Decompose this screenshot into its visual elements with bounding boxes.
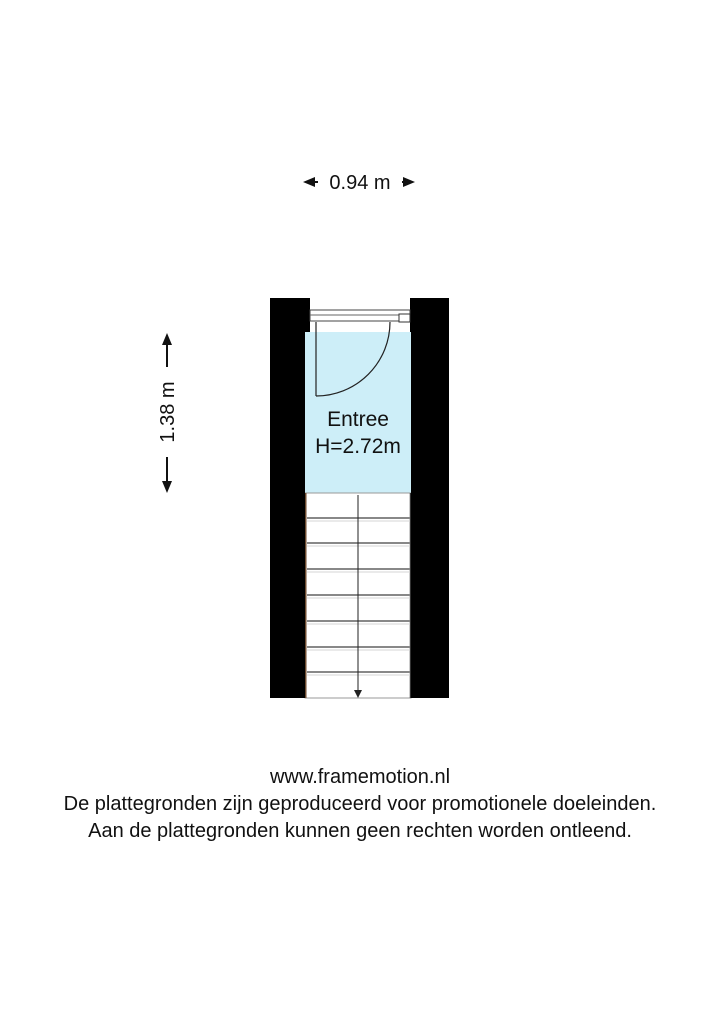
depth-dimension-label: 1.38 m bbox=[157, 381, 179, 443]
footer-disclaimer-line1: De plattegronden zijn geproduceerd voor promotionele doeleinden. bbox=[63, 793, 657, 815]
depth-arrow-bottom bbox=[162, 481, 172, 493]
width-dimension-label: 0.94 m bbox=[329, 172, 391, 194]
room-name: Entree bbox=[327, 408, 389, 431]
wall-left bbox=[270, 298, 310, 698]
footer-url: www.framemotion.nl bbox=[269, 766, 451, 788]
staircase bbox=[305, 493, 411, 698]
footer-disclaimer-line2: Aan de plattegronden kunnen geen rechten worden ontleend. bbox=[88, 820, 632, 842]
width-arrow-right bbox=[403, 177, 415, 187]
width-dimension bbox=[303, 172, 415, 194]
wall-right bbox=[410, 298, 449, 698]
room-height: H=2.72m bbox=[315, 435, 401, 458]
depth-dimension bbox=[157, 333, 179, 493]
